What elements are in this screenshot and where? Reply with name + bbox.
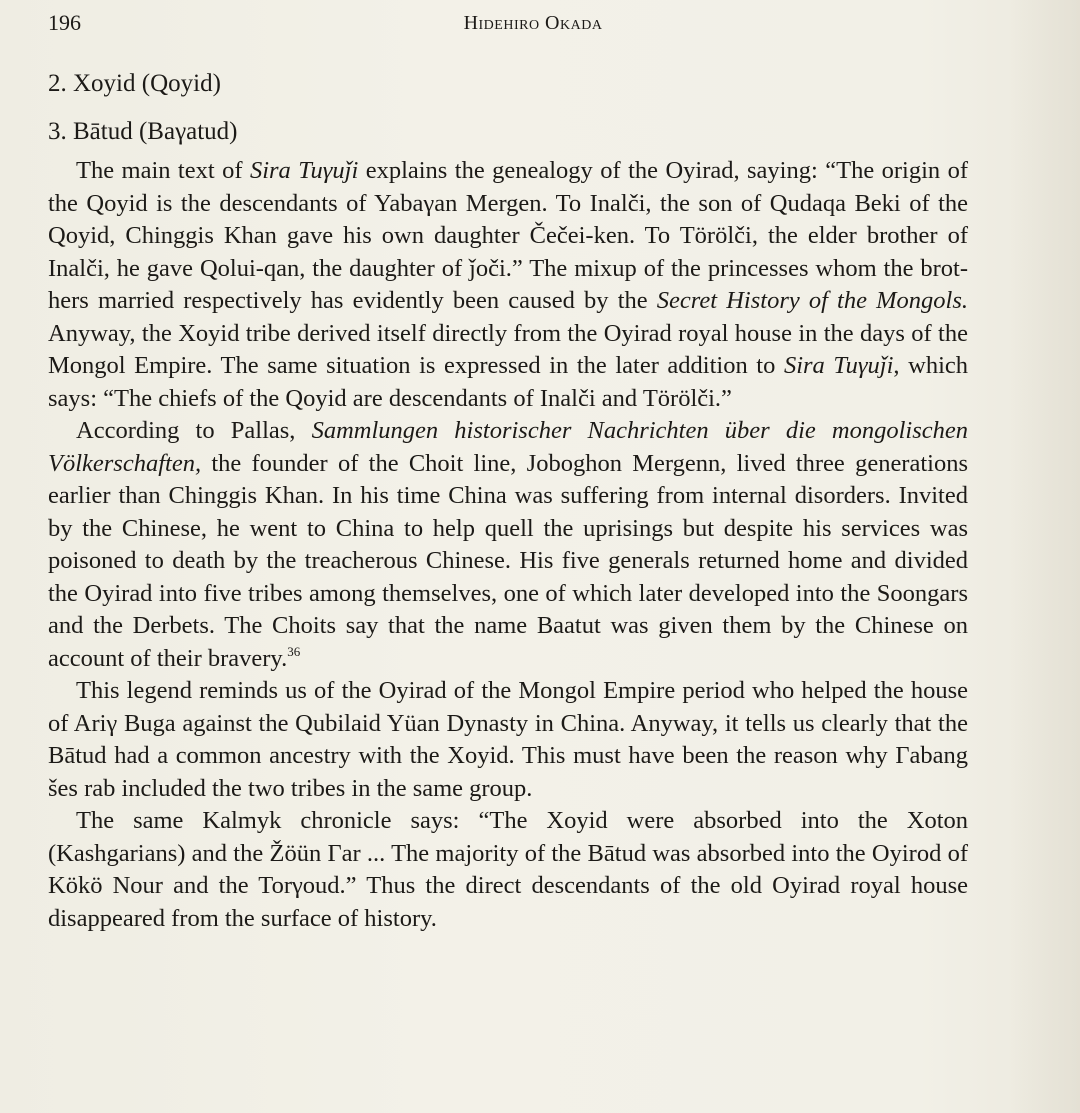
- text-run: This legend reminds us of the Oyirad of the Mongol Empire period who helped the house of Ariγ Buga against the Qubilaid Yüan Dynasty in China. Anyway, it tells us clearly that the Bātud had a common ancestry with the Xoyid. This must have been the reason why Γabang šes rab included the two tribes in the same group.: [48, 677, 968, 802]
- text-run: The main text of: [76, 157, 250, 184]
- paragraph-kalmyk-chronicle: [48, 805, 968, 935]
- text-run: explains the genealogy of the Oyirad, saying: “The origin of the Qoyid is the descendants of Yabaγan Mergen. To Inalči, the son of Qudaqa Beki of the Qoyid, Chinggis Khan gave his own daughter Čečei-ken. To Törölči, the elder brother of Inalči, he gave Qolui-qan, the daughter of ǰoči.” The mixup of the princesses whom the brothers married respectively has evidently been caused by the: [48, 157, 968, 314]
- text-run: , which says: “The chiefs of the Qoyid are descendants of Inalči and Törölči.”: [48, 352, 968, 412]
- italic-title: Sira Tuγuǰi: [249, 157, 359, 184]
- list-item-xoyid: 2. Xoyid (Qoyid): [48, 70, 221, 97]
- italic-title: Sira Tuγuǰi: [783, 352, 894, 379]
- list-item-batud: 3. Bātud (Baγatud): [48, 118, 238, 145]
- italic-title: Sammlungen historischer Nachrichten über die mongolischen Völkerschaften,: [48, 417, 968, 477]
- text-run: According to Pallas,: [76, 417, 312, 444]
- text-run: Anyway, the Xoyid tribe derived itself directly from the Oyirad royal house in the days of the Mongol Empire. The same situation is expressed in the later addition to: [48, 319, 968, 379]
- running-head-author: Hidehiro Okada: [463, 12, 603, 34]
- body-text: [48, 155, 968, 935]
- italic-title: Secret History of the Mongols.: [656, 287, 969, 314]
- paragraph-legend: [48, 675, 968, 805]
- paragraph-pallas: [48, 415, 968, 675]
- page-edge-shadow: [1010, 0, 1080, 1113]
- text-run: The same Kalmyk chronicle says: “The Xoyid were absorbed into the Xoton (Kashgarians) and the Žöün Γar ... The majority of the Bātud was absorbed into the Oyirod of Kökö Nour and the Torγoud.” Thus the direct descendants of the old Oyirad royal house disappeared from the surface of history.: [48, 807, 968, 932]
- footnote-ref[interactable]: 36: [287, 643, 301, 659]
- tribe-list: [48, 60, 978, 156]
- paragraph-genealogy: [48, 155, 968, 415]
- page-header: [48, 10, 1018, 42]
- page-number: 196: [48, 10, 81, 35]
- text-run: the founder of the Choit line, Joboghon Mergenn, lived three generations earlier than Chinggis Khan. In his time China was suffering from internal disorders. Invited by the Chinese, he went to China to help quell the uprisings but despite his services was poisoned to death by the treacherous Chinese. His five generals returned home and divided the Oyirad into five tribes among themselves, one of which later developed into the Soongars and the Derbets. The Choits say that the name Baatut was given them by the Chinese on account of their bravery.: [48, 449, 968, 672]
